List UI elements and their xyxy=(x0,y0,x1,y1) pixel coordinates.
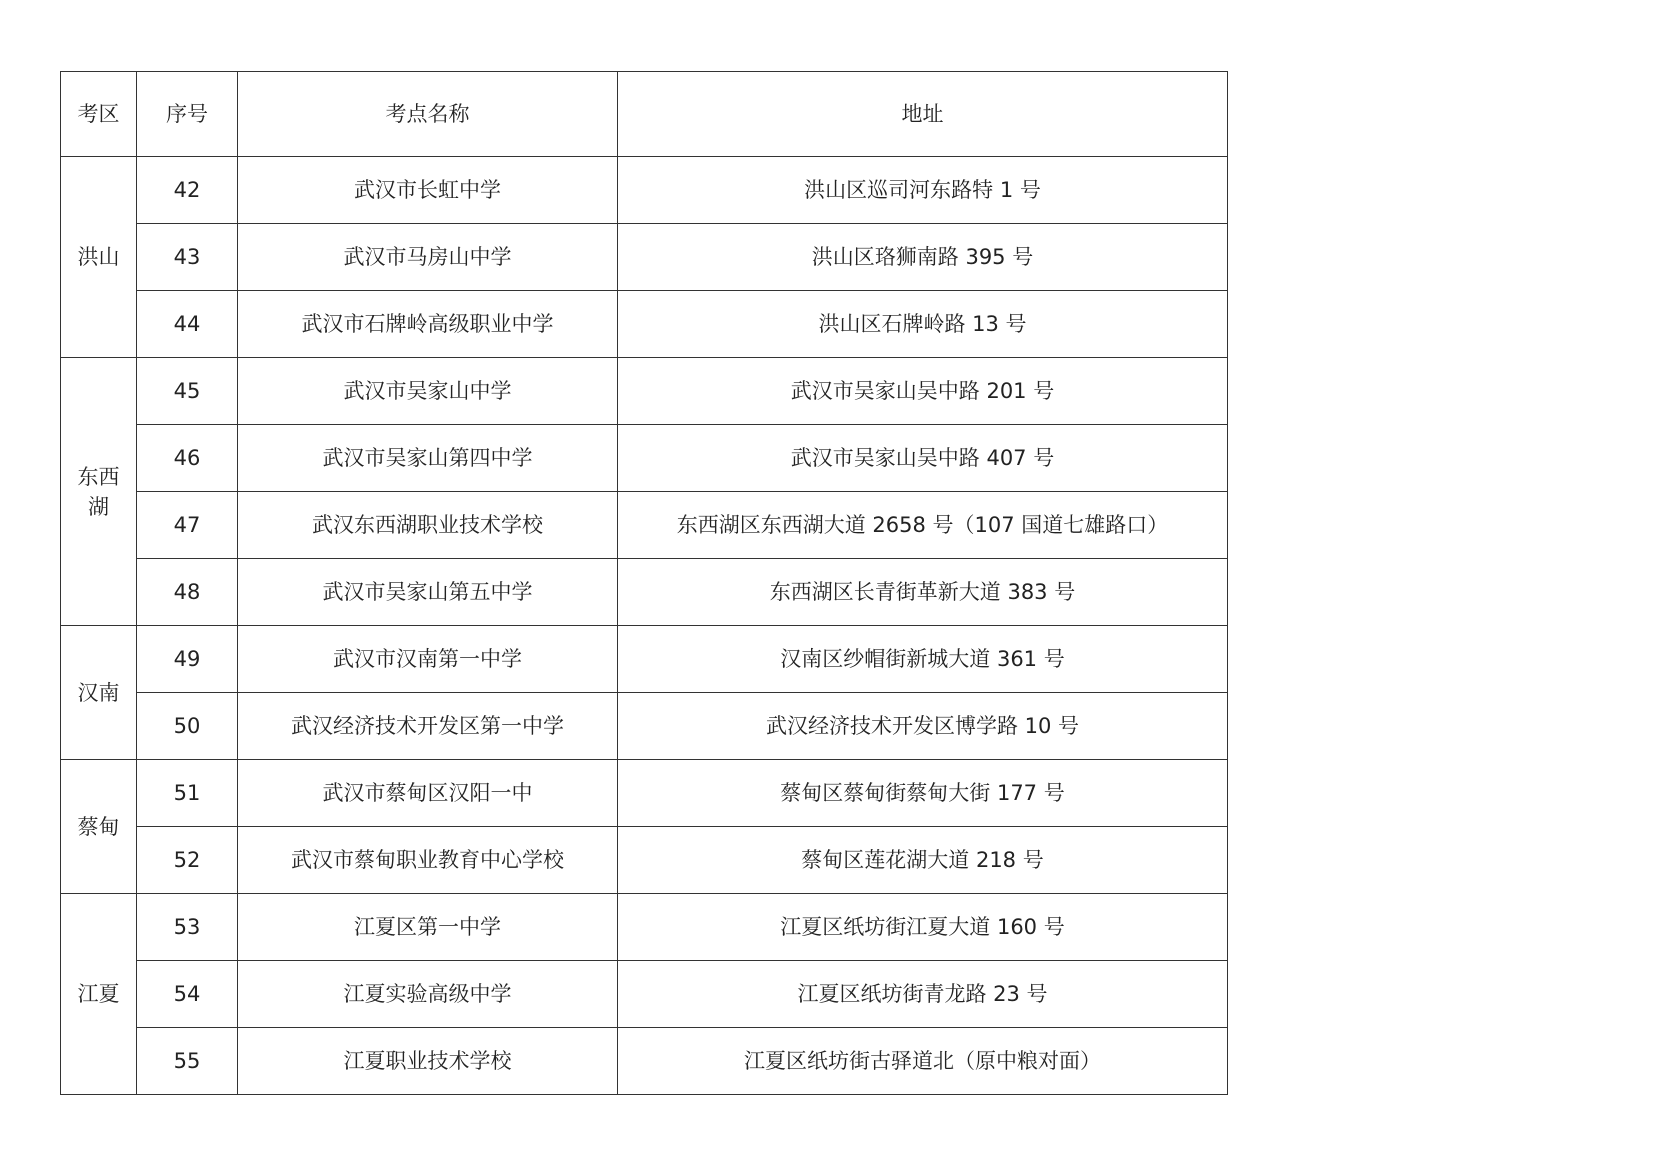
table-header xyxy=(61,72,1228,157)
number-cell: 49 xyxy=(137,626,238,693)
site-name-cell: 武汉市蔡甸区汉阳一中 xyxy=(238,760,618,827)
site-name-cell: 武汉市吴家山中学 xyxy=(238,358,618,425)
number-cell: 45 xyxy=(137,358,238,425)
address-cell: 蔡甸区莲花湖大道 218 号 xyxy=(618,827,1228,894)
address-cell: 东西湖区东西湖大道 2658 号（107 国道七雄路口） xyxy=(618,492,1228,559)
table-row xyxy=(61,559,1228,626)
site-name-cell: 武汉市蔡甸职业教育中心学校 xyxy=(238,827,618,894)
address-cell: 汉南区纱帽街新城大道 361 号 xyxy=(618,626,1228,693)
number-cell: 42 xyxy=(137,157,238,224)
site-name-cell: 武汉市汉南第一中学 xyxy=(238,626,618,693)
site-name-cell: 武汉经济技术开发区第一中学 xyxy=(238,693,618,760)
site-name-cell: 武汉市马房山中学 xyxy=(238,224,618,291)
district-cell: 江夏 xyxy=(61,894,137,1095)
table-row xyxy=(61,425,1228,492)
table-row xyxy=(61,894,1228,961)
address-cell: 洪山区巡司河东路特 1 号 xyxy=(618,157,1228,224)
address-cell: 蔡甸区蔡甸街蔡甸大街 177 号 xyxy=(618,760,1228,827)
header-district: 考区 xyxy=(61,72,137,157)
table-row xyxy=(61,827,1228,894)
address-cell: 武汉市吴家山吴中路 201 号 xyxy=(618,358,1228,425)
number-cell: 43 xyxy=(137,224,238,291)
address-cell: 武汉经济技术开发区博学路 10 号 xyxy=(618,693,1228,760)
address-cell: 东西湖区长青街革新大道 383 号 xyxy=(618,559,1228,626)
number-cell: 55 xyxy=(137,1028,238,1095)
table-row xyxy=(61,358,1228,425)
address-cell: 江夏区纸坊街青龙路 23 号 xyxy=(618,961,1228,1028)
address-cell: 武汉市吴家山吴中路 407 号 xyxy=(618,425,1228,492)
district-cell: 洪山 xyxy=(61,157,137,358)
district-cell: 东西湖 xyxy=(61,358,137,626)
number-cell: 48 xyxy=(137,559,238,626)
site-name-cell: 武汉市石牌岭高级职业中学 xyxy=(238,291,618,358)
site-name-cell: 武汉东西湖职业技术学校 xyxy=(238,492,618,559)
address-cell: 洪山区珞狮南路 395 号 xyxy=(618,224,1228,291)
table-row xyxy=(61,157,1228,224)
site-name-cell: 江夏区第一中学 xyxy=(238,894,618,961)
table-row xyxy=(61,760,1228,827)
number-cell: 52 xyxy=(137,827,238,894)
site-name-cell: 江夏实验高级中学 xyxy=(238,961,618,1028)
number-cell: 50 xyxy=(137,693,238,760)
number-cell: 46 xyxy=(137,425,238,492)
district-cell: 汉南 xyxy=(61,626,137,760)
address-cell: 洪山区石牌岭路 13 号 xyxy=(618,291,1228,358)
address-cell: 江夏区纸坊街古驿道北（原中粮对面） xyxy=(618,1028,1228,1095)
site-name-cell: 武汉市吴家山第四中学 xyxy=(238,425,618,492)
number-cell: 53 xyxy=(137,894,238,961)
number-cell: 47 xyxy=(137,492,238,559)
site-name-cell: 武汉市吴家山第五中学 xyxy=(238,559,618,626)
header-number: 序号 xyxy=(137,72,238,157)
table-row xyxy=(61,291,1228,358)
table-row xyxy=(61,492,1228,559)
site-name-cell: 武汉市长虹中学 xyxy=(238,157,618,224)
exam-site-table xyxy=(60,71,1228,1095)
site-name-cell: 江夏职业技术学校 xyxy=(238,1028,618,1095)
header-site-name: 考点名称 xyxy=(238,72,618,157)
district-cell: 蔡甸 xyxy=(61,760,137,894)
table-body xyxy=(61,157,1228,1095)
table-row xyxy=(61,224,1228,291)
address-cell: 江夏区纸坊街江夏大道 160 号 xyxy=(618,894,1228,961)
table-row xyxy=(61,1028,1228,1095)
header-row xyxy=(61,72,1228,157)
number-cell: 51 xyxy=(137,760,238,827)
table-row xyxy=(61,961,1228,1028)
table-row xyxy=(61,693,1228,760)
header-address: 地址 xyxy=(618,72,1228,157)
number-cell: 54 xyxy=(137,961,238,1028)
table-row xyxy=(61,626,1228,693)
number-cell: 44 xyxy=(137,291,238,358)
